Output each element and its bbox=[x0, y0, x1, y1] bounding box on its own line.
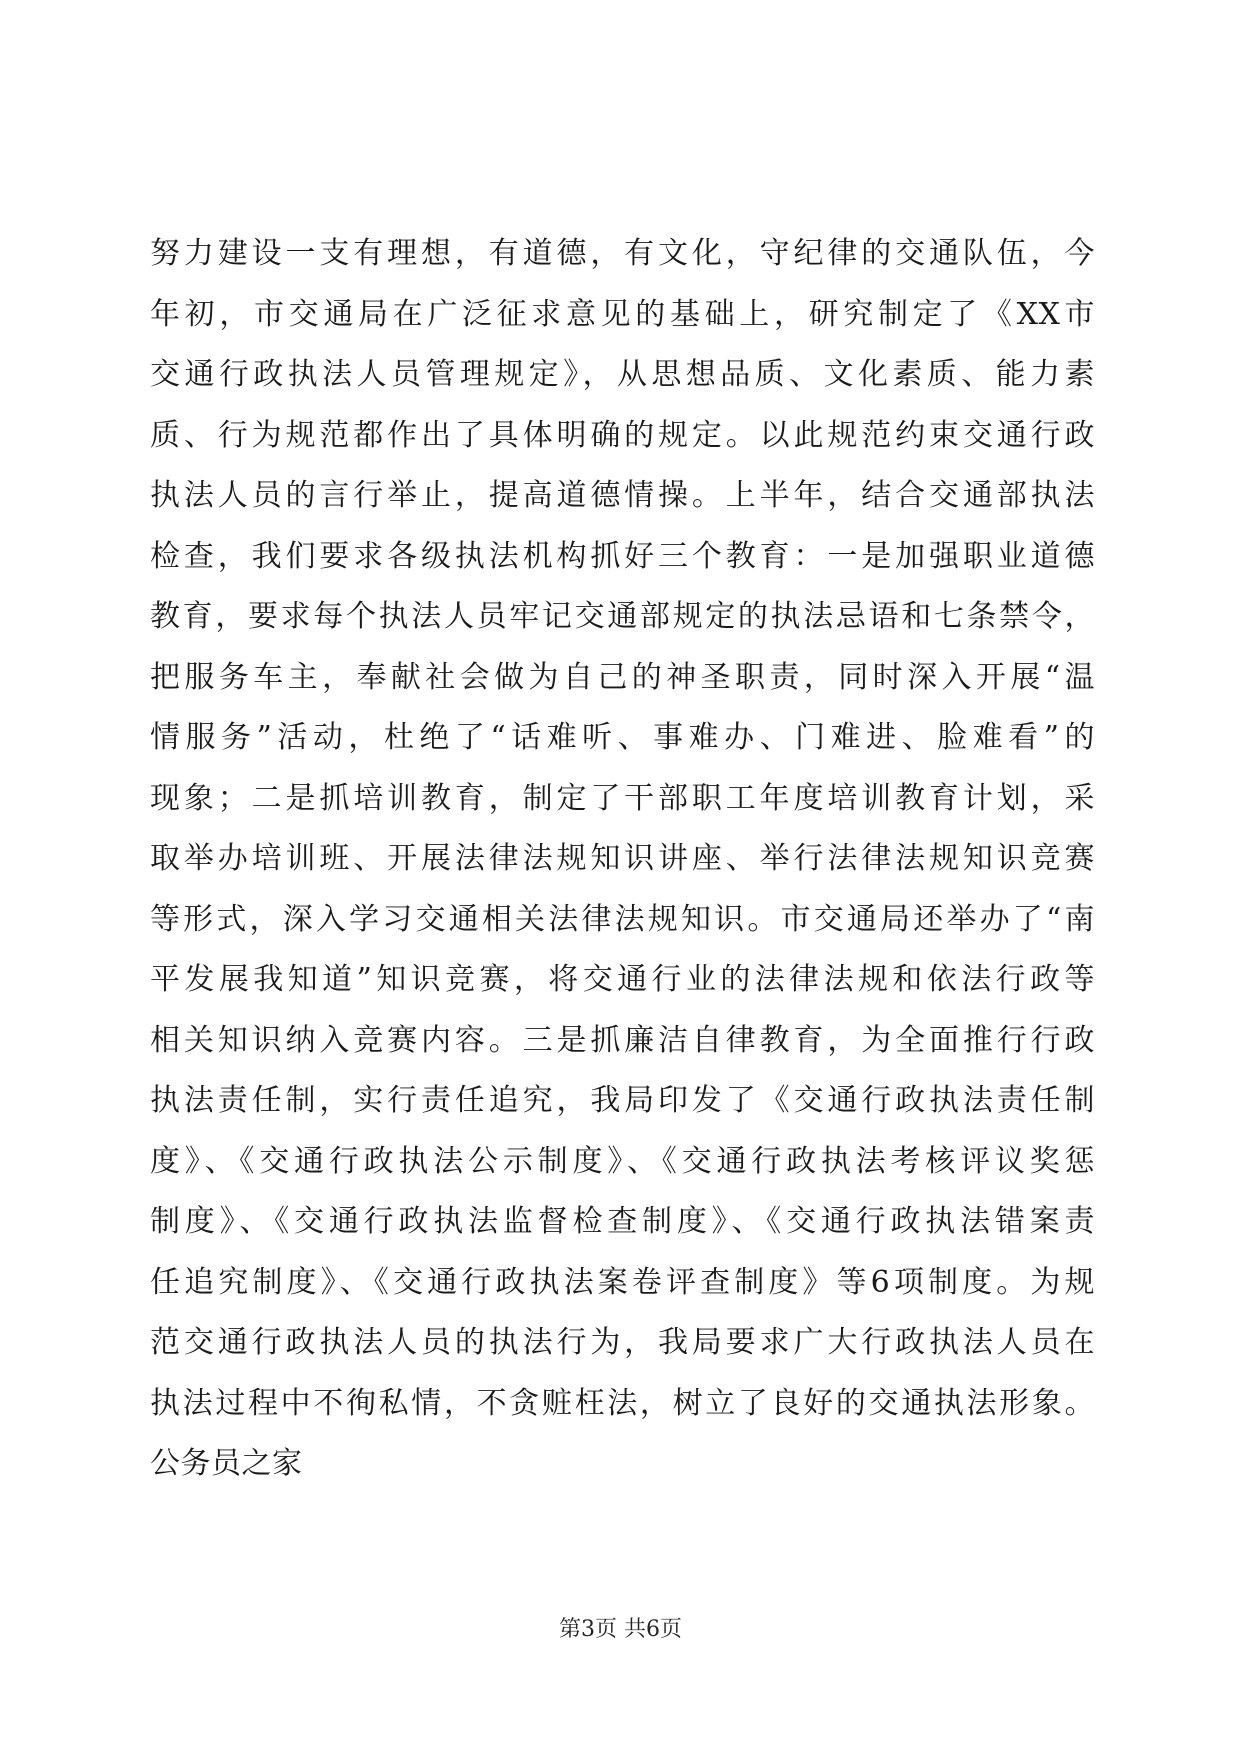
body-paragraph bbox=[150, 224, 1095, 1495]
text-line: 交通行政执法人员管理规定》，从思想品质、文化素质、能力素 bbox=[150, 357, 1095, 392]
text-line: 范交通行政执法人员的执法行为，我局要求广大行政执法人员在 bbox=[150, 1325, 1095, 1360]
text-line: 把服务车主，奉献社会做为自己的神圣职责，同时深入开展“温 bbox=[150, 659, 1095, 695]
text-line: 努力建设一支有理想，有道德，有文化，守纪律的交通队伍，今 bbox=[150, 236, 1095, 271]
text-line: 现象；二是抓培训教育，制定了干部职工年度培训教育计划，采 bbox=[150, 780, 1095, 816]
text-line: 度》、《交通行政执法公示制度》、《交通行政执法考核评议奖惩 bbox=[150, 1143, 1095, 1179]
text-line: 质、行为规范都作出了具体明确的规定。以此规范约束交通行政 bbox=[150, 417, 1095, 453]
text-line: 任追究制度》、《交通行政执法案卷评查制度》等6项制度。为规 bbox=[150, 1264, 1095, 1300]
text-line: 检查，我们要求各级执法机构抓好三个教育：一是加强职业道德 bbox=[150, 538, 1095, 574]
page-footer bbox=[0, 1612, 1241, 1643]
text-line: 执法过程中不徇私情，不贪赃枉法，树立了良好的交通执法形象。 bbox=[150, 1385, 1095, 1421]
text-line: 教育，要求每个执法人员牢记交通部规定的执法忌语和七条禁令， bbox=[150, 599, 1095, 634]
page-number: 第3页 共6页 bbox=[559, 1617, 682, 1642]
text-line: 执法人员的言行举止，提高道德情操。上半年，结合交通部执法 bbox=[150, 478, 1095, 513]
text-line: 取举办培训班、开展法律法规知识讲座、举行法律法规知识竞赛 bbox=[150, 841, 1095, 876]
text-line: 执法责任制，实行责任追究，我局印发了《交通行政执法责任制 bbox=[150, 1083, 1095, 1118]
text-line: 制度》、《交通行政执法监督检查制度》、《交通行政执法错案责 bbox=[150, 1204, 1095, 1239]
text-line: 平发展我知道”知识竞赛，将交通行业的法律法规和依法行政等 bbox=[150, 962, 1095, 997]
text-line-last: 公务员之家 bbox=[150, 1446, 303, 1481]
text-line: 年初，市交通局在广泛征求意见的基础上，研究制定了《XX市 bbox=[150, 296, 1095, 332]
text-line: 相关知识纳入竞赛内容。三是抓廉洁自律教育，为全面推行行政 bbox=[150, 1022, 1095, 1058]
text-line: 情服务”活动，杜绝了“话难听、事难办、门难进、脸难看”的 bbox=[150, 720, 1095, 755]
text-line: 等形式，深入学习交通相关法律法规知识。市交通局还举办了“南 bbox=[150, 901, 1095, 937]
